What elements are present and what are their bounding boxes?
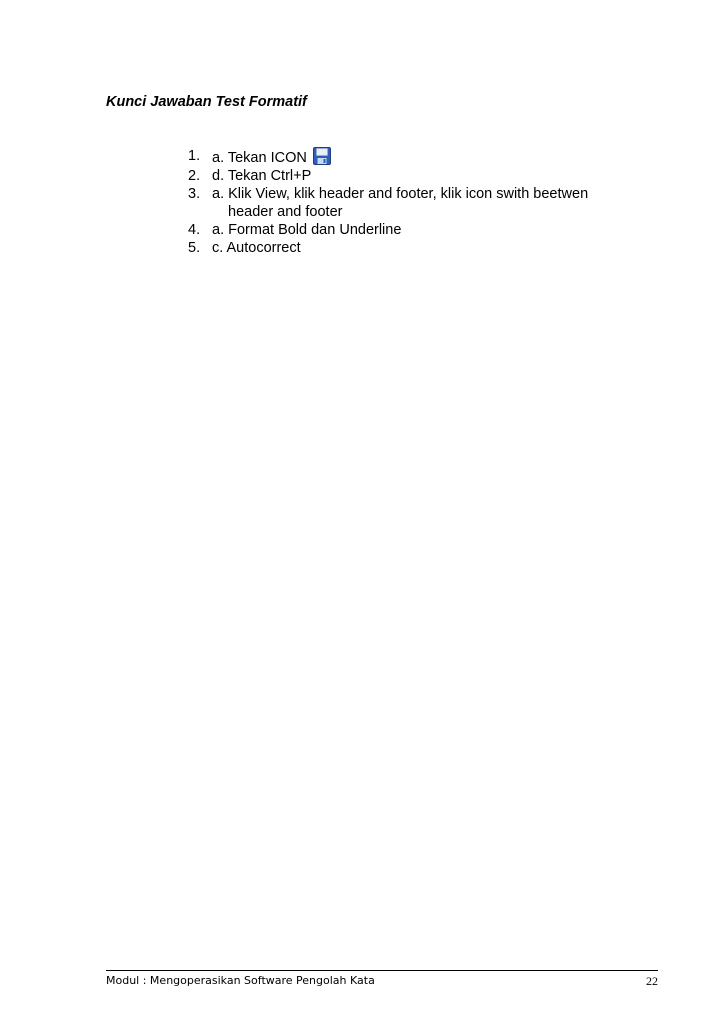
answer-item-1 <box>188 147 588 167</box>
answer-item-3 <box>188 185 588 221</box>
answer-text: d. Tekan Ctrl+P <box>212 168 312 184</box>
footer-page-number: 22 <box>646 974 658 988</box>
answer-number: 2. <box>188 168 201 184</box>
answer-text: c. Autocorrect <box>212 240 301 256</box>
answer-number: 5. <box>188 240 201 256</box>
footer-module-title: Modul : Mengoperasikan Software Pengolah Kata <box>106 974 375 987</box>
answer-list <box>188 147 588 257</box>
answer-number: 1. <box>188 148 201 164</box>
answer-text: a. Tekan ICON <box>212 150 307 166</box>
answer-item-2 <box>188 167 588 185</box>
answer-continuation: header and footer <box>228 204 343 220</box>
answer-number: 4. <box>188 222 201 238</box>
page-heading: Kunci Jawaban Test Formatif <box>106 94 307 110</box>
answer-item-5 <box>188 239 588 257</box>
answer-text: a. Klik View, klik header and footer, klik icon swith beetwen <box>212 186 589 202</box>
answer-item-4 <box>188 221 588 239</box>
save-floppy-icon <box>313 147 331 165</box>
answer-text: a. Format Bold dan Underline <box>212 222 402 238</box>
answer-number: 3. <box>188 186 201 202</box>
page-footer <box>106 970 658 988</box>
